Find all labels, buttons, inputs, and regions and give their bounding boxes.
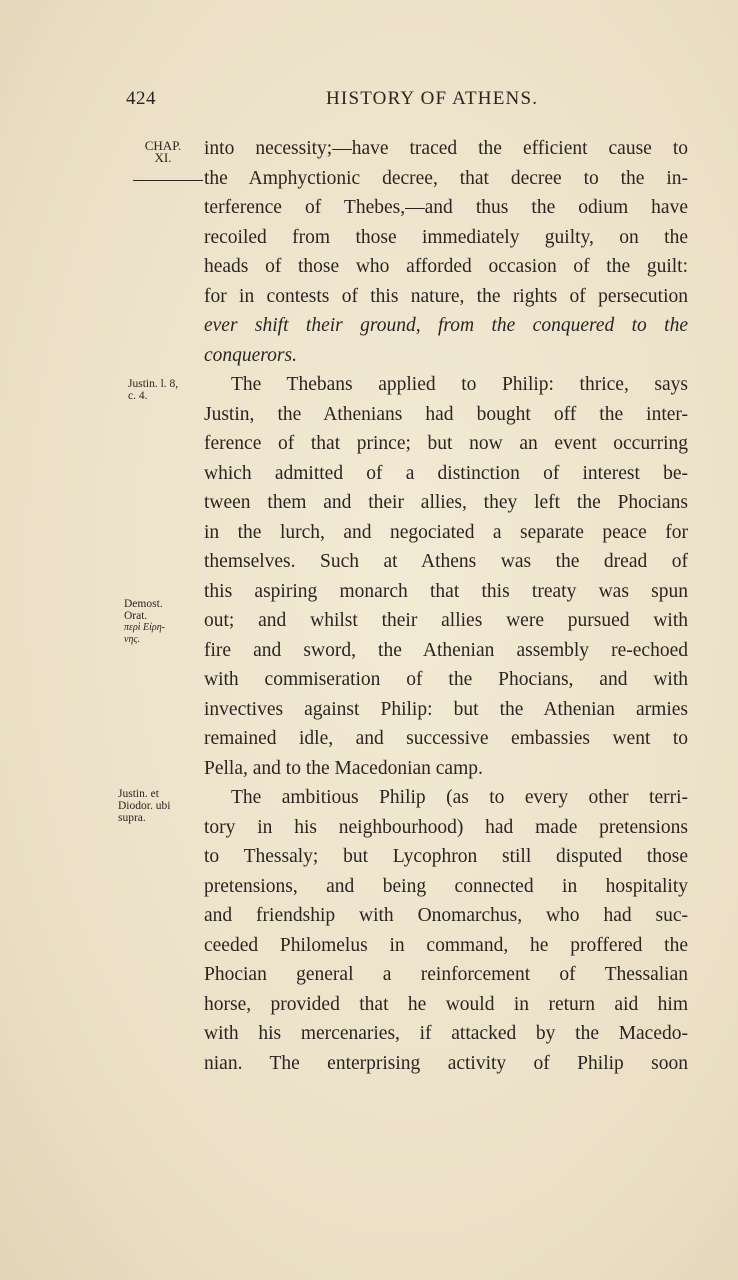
text-line: conquerors. bbox=[204, 344, 297, 366]
text-line: nian. The enterprising activity of Philip soon bbox=[204, 1052, 688, 1074]
chapter-label-number: XI. bbox=[154, 150, 172, 165]
text-line: The Thebans applied to Philip: thrice, says bbox=[231, 374, 688, 395]
margin-note-justin-diodor bbox=[118, 788, 170, 824]
text-line: the Amphyctionic decree, that decree to the in- bbox=[204, 167, 688, 189]
text-line: out; and whilst their allies were pursued with bbox=[204, 610, 688, 631]
page-number: 424 bbox=[126, 88, 156, 109]
chapter-label bbox=[127, 140, 199, 164]
text-line: in the lurch, and negociated a separate peace for bbox=[204, 521, 688, 543]
text-line: which admitted of a distinction of interest be- bbox=[204, 462, 688, 484]
text-line: Justin, the Athenians had bought off the inter- bbox=[204, 403, 688, 425]
text-line: themselves. Such at Athens was the dread of bbox=[204, 551, 688, 572]
text-line: for in contests of this nature, the rights of persecution bbox=[204, 285, 688, 307]
text-line: ever shift their ground, from the conquered to the bbox=[204, 315, 688, 336]
text-line: recoiled from those immediately guilty, on the bbox=[204, 226, 688, 248]
chapter-label-word: CHAP. bbox=[144, 138, 182, 153]
text-line: with his mercenaries, if attacked by the Macedo- bbox=[204, 1023, 688, 1044]
text-line: tween them and their allies, they left the Phocians bbox=[204, 492, 688, 513]
text-line: fire and sword, the Athenian assembly re-echoed bbox=[204, 639, 688, 661]
margin-note-line: Justin. et bbox=[118, 788, 159, 800]
margin-note-demosthenes bbox=[124, 598, 165, 646]
text-line: horse, provided that he would in return aid him bbox=[204, 993, 688, 1015]
text-line: ceeded Philomelus in command, he proffered the bbox=[204, 934, 688, 956]
text-line: into necessity;—have traced the efficient cause to bbox=[204, 138, 688, 159]
body-text bbox=[204, 134, 688, 1078]
chapter-rule bbox=[133, 180, 203, 181]
margin-note-line: supra. bbox=[118, 812, 146, 824]
running-head: HISTORY OF ATHENS. bbox=[326, 88, 539, 109]
text-line: remained idle, and successive embassies went to bbox=[204, 728, 688, 749]
margin-note-line: νης. bbox=[124, 634, 140, 645]
text-line: Phocian general a reinforcement of Thessalian bbox=[204, 964, 688, 985]
margin-note-line: c. 4. bbox=[128, 390, 148, 402]
text-line: and friendship with Onomarchus, who had suc- bbox=[204, 905, 688, 926]
text-line: heads of those who afforded occasion of the guilt: bbox=[204, 256, 688, 277]
margin-note-justin bbox=[128, 378, 178, 402]
margin-note-line: περὶ Εἰρη- bbox=[124, 622, 166, 633]
margin-note-line: Diodor. ubi bbox=[118, 800, 171, 812]
text-line: this aspiring monarch that this treaty was spun bbox=[204, 580, 688, 602]
text-line: tory in his neighbourhood) had made pretensions bbox=[204, 816, 688, 838]
text-line: to Thessaly; but Lycophron still disputed those bbox=[204, 846, 688, 867]
text-line: invectives against Philip: but the Athenian armies bbox=[204, 698, 688, 720]
text-line: terference of Thebes,—and thus the odium have bbox=[204, 197, 688, 218]
text-line: with commiseration of the Phocians, and with bbox=[204, 669, 688, 690]
margin-note-line: Justin. l. 8, bbox=[128, 378, 179, 390]
page-header bbox=[0, 88, 738, 118]
text-line: Pella, and to the Macedonian camp. bbox=[204, 757, 483, 779]
margin-note-line: Demost. bbox=[124, 598, 163, 610]
text-line: The ambitious Philip (as to every other terri- bbox=[231, 787, 688, 808]
text-line: ference of that prince; but now an event occurring bbox=[204, 433, 688, 454]
text-line: pretensions, and being connected in hospitality bbox=[204, 875, 688, 897]
margin-note-line: Orat. bbox=[124, 610, 148, 622]
